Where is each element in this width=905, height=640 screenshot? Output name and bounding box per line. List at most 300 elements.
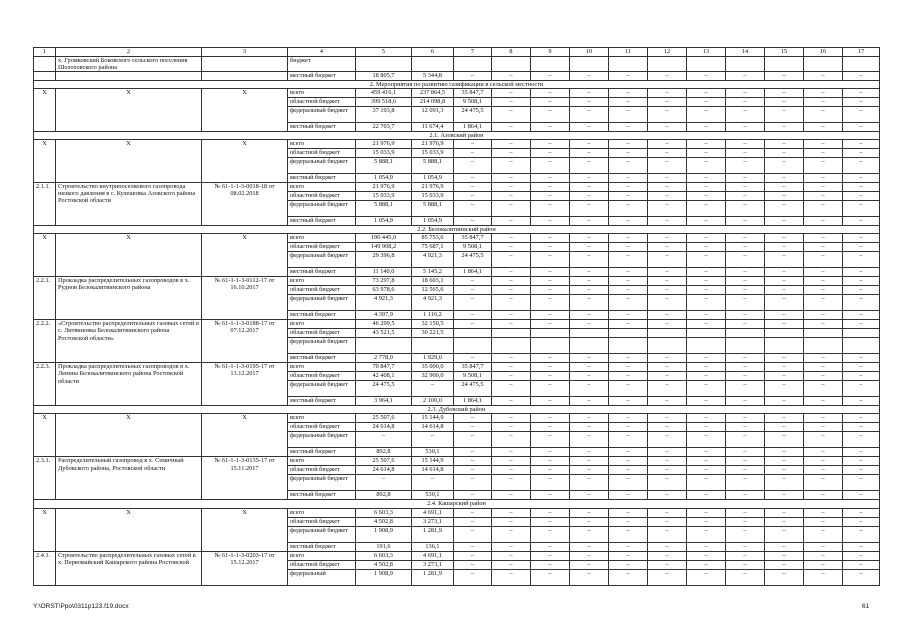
amount-cell: – (648, 542, 687, 551)
amount-cell: – (843, 97, 880, 106)
amount-cell: – (531, 140, 570, 149)
amount-cell: – (843, 149, 880, 158)
amount-cell (687, 338, 726, 354)
item-number: 2.3.1. (34, 457, 56, 500)
amount-cell: – (843, 542, 880, 551)
amount-cell: – (492, 243, 531, 252)
amount-cell: – (687, 397, 726, 406)
amount-cell: – (648, 466, 687, 475)
amount-cell: – (804, 542, 843, 551)
amount-cell: – (454, 311, 492, 320)
funding-source: федеральный бюджет (288, 338, 356, 354)
amount-cell: – (804, 88, 843, 97)
amount-cell: – (726, 192, 765, 201)
amount-cell: – (492, 491, 531, 500)
amount-cell: – (726, 268, 765, 277)
amount-cell: – (531, 381, 570, 397)
amount-cell: – (687, 526, 726, 542)
amount-cell: – (726, 363, 765, 372)
amount-cell: – (804, 381, 843, 397)
amount-cell (804, 329, 843, 338)
item-document: № 61-1-1-3-0112-17 от 16.10.2017 (202, 277, 288, 320)
amount-cell: 237 864,5 (412, 88, 454, 97)
amount-cell: – (570, 432, 609, 448)
amount-cell: – (804, 569, 843, 585)
amount-cell: – (726, 491, 765, 500)
amount-cell: – (454, 192, 492, 201)
amount-cell: – (687, 140, 726, 149)
amount-cell: – (531, 466, 570, 475)
amount-cell: – (765, 277, 804, 286)
amount-cell: 37 193,8 (356, 106, 412, 122)
amount-cell: 21 976,9 (356, 140, 412, 149)
table-cell: – (804, 72, 843, 80)
amount-cell: – (726, 243, 765, 252)
amount-cell (687, 329, 726, 338)
table-cell (843, 57, 880, 72)
amount-cell: – (765, 149, 804, 158)
funding-source: всего (288, 551, 356, 560)
amount-cell: – (454, 432, 492, 448)
amount-cell: – (687, 174, 726, 183)
amount-cell: – (804, 252, 843, 268)
amount-cell: – (765, 475, 804, 491)
funding-source: федеральный бюджет (288, 106, 356, 122)
table-cell: – (609, 72, 648, 80)
amount-cell: 14 614,8 (412, 466, 454, 475)
amount-cell: – (687, 217, 726, 226)
amount-cell: – (687, 286, 726, 295)
amount-cell: 136,1 (412, 542, 454, 551)
funding-source: всего (288, 363, 356, 372)
amount-cell: – (609, 140, 648, 149)
amount-cell: – (843, 174, 880, 183)
amount-cell: – (843, 466, 880, 475)
amount-cell: – (765, 192, 804, 201)
amount-cell: 73 297,8 (356, 277, 412, 286)
amount-cell: – (570, 149, 609, 158)
amount-cell: – (687, 192, 726, 201)
table-cell: – (765, 72, 804, 80)
amount-cell (648, 338, 687, 354)
amount-cell: – (843, 414, 880, 423)
amount-cell (454, 329, 492, 338)
amount-cell: – (804, 397, 843, 406)
table-cell (412, 57, 454, 72)
table-row (34, 363, 880, 372)
amount-cell: – (804, 372, 843, 381)
amount-cell: – (726, 97, 765, 106)
amount-cell: – (804, 122, 843, 131)
amount-cell: – (531, 88, 570, 97)
amount-cell: – (726, 381, 765, 397)
amount-cell (531, 338, 570, 354)
amount-cell: – (454, 183, 492, 192)
table-cell: – (726, 72, 765, 80)
amount-cell: – (492, 183, 531, 192)
amount-cell: – (726, 320, 765, 329)
amount-cell: – (804, 243, 843, 252)
amount-cell: – (570, 423, 609, 432)
table-cell (56, 72, 202, 80)
amount-cell: – (765, 174, 804, 183)
amount-cell: – (454, 526, 492, 542)
amount-cell: – (492, 286, 531, 295)
table-cell: – (454, 72, 492, 80)
amount-cell: – (648, 448, 687, 457)
amount-cell: – (804, 354, 843, 363)
item-name: Х (56, 414, 202, 457)
amount-cell: – (765, 560, 804, 569)
amount-cell: 1 281,9 (412, 569, 454, 585)
amount-cell: – (687, 295, 726, 311)
amount-cell: – (726, 183, 765, 192)
item-name: Прокладка распределительных газопроводов в х. Ленина Белокалитвинского района Ростовской области (56, 363, 202, 406)
amount-cell: – (570, 363, 609, 372)
table-row (34, 508, 880, 517)
amount-cell: – (609, 158, 648, 174)
amount-cell: – (531, 286, 570, 295)
amount-cell: – (356, 475, 412, 491)
amount-cell: – (804, 97, 843, 106)
amount-cell: – (531, 311, 570, 320)
amount-cell: 4 691,1 (412, 551, 454, 560)
amount-cell: – (454, 149, 492, 158)
funding-source: местный бюджет (288, 311, 356, 320)
amount-cell: 43 521,5 (356, 329, 412, 338)
amount-cell (492, 338, 531, 354)
amount-cell: 29 396,8 (356, 252, 412, 268)
amount-cell: – (609, 432, 648, 448)
amount-cell: – (454, 517, 492, 526)
amount-cell: – (492, 234, 531, 243)
amount-cell: – (492, 448, 531, 457)
column-number: 13 (687, 48, 726, 57)
amount-cell: – (765, 414, 804, 423)
item-number: 2.1.1. (34, 183, 56, 226)
amount-cell: – (454, 448, 492, 457)
amount-cell: – (804, 457, 843, 466)
amount-cell: – (492, 320, 531, 329)
amount-cell: 25 507,6 (356, 457, 412, 466)
amount-cell: – (531, 432, 570, 448)
amount-cell: – (843, 217, 880, 226)
table-cell (492, 57, 531, 72)
funding-source: местный бюджет (288, 217, 356, 226)
amount-cell: – (531, 354, 570, 363)
amount-cell: 1 908,9 (356, 526, 412, 542)
amount-cell: – (609, 517, 648, 526)
amount-cell: 1 864,1 (454, 397, 492, 406)
amount-cell: 1 116,2 (412, 311, 454, 320)
column-number: 10 (570, 48, 609, 57)
amount-cell: – (843, 277, 880, 286)
amount-cell: – (726, 475, 765, 491)
amount-cell: – (454, 201, 492, 217)
amount-cell: – (726, 217, 765, 226)
table-row (34, 72, 880, 80)
funding-source: всего (288, 183, 356, 192)
amount-cell (765, 329, 804, 338)
amount-cell: – (804, 423, 843, 432)
amount-cell: – (843, 354, 880, 363)
amount-cell: – (454, 551, 492, 560)
amount-cell: – (570, 122, 609, 131)
amount-cell: – (726, 122, 765, 131)
item-name: «Строительство распределительных газовых сетей в с. Литвиновка Белокалитвинского района Ростовской области» (56, 320, 202, 363)
funding-source: областной бюджет (288, 243, 356, 252)
amount-cell: – (726, 508, 765, 517)
amount-cell: 15 033,9 (356, 149, 412, 158)
amount-cell: – (726, 286, 765, 295)
table-cell (726, 57, 765, 72)
item-document: № 61-1-1-3-0188-17 от 07.12.2017 (202, 320, 288, 363)
table-cell: – (531, 72, 570, 80)
amount-cell: – (570, 106, 609, 122)
amount-cell: – (570, 560, 609, 569)
amount-cell: 46 299,5 (356, 320, 412, 329)
amount-cell: – (570, 286, 609, 295)
amount-cell: – (648, 252, 687, 268)
amount-cell: – (492, 457, 531, 466)
amount-cell: – (687, 122, 726, 131)
amount-cell: 12 565,6 (412, 286, 454, 295)
amount-cell: – (492, 201, 531, 217)
amount-cell: – (454, 542, 492, 551)
amount-cell: 1 054,9 (356, 174, 412, 183)
amount-cell: – (687, 457, 726, 466)
amount-cell: – (843, 252, 880, 268)
amount-cell: – (804, 277, 843, 286)
section-heading-row (34, 500, 880, 508)
amount-cell (412, 338, 454, 354)
amount-cell: – (804, 551, 843, 560)
item-name: Строительство внутрипоселкового газопровода низкого давления в с. Кулешовка Азовского района Ростовской области (56, 183, 202, 226)
amount-cell: – (687, 466, 726, 475)
amount-cell: – (570, 491, 609, 500)
amount-cell: 32 150,5 (412, 320, 454, 329)
amount-cell: – (843, 560, 880, 569)
amount-cell: – (765, 320, 804, 329)
amount-cell: – (726, 106, 765, 122)
amount-cell: – (648, 363, 687, 372)
amount-cell: – (843, 508, 880, 517)
table-cell: 18 805,7 (356, 72, 412, 80)
amount-cell: – (609, 414, 648, 423)
amount-cell: – (492, 517, 531, 526)
amount-cell: – (492, 311, 531, 320)
amount-cell: – (843, 106, 880, 122)
amount-cell: – (609, 183, 648, 192)
amount-cell: – (609, 252, 648, 268)
amount-cell: – (804, 363, 843, 372)
amount-cell: – (531, 174, 570, 183)
amount-cell: – (765, 252, 804, 268)
amount-cell: – (609, 363, 648, 372)
amount-cell: – (454, 560, 492, 569)
amount-cell: – (843, 457, 880, 466)
amount-cell: – (609, 475, 648, 491)
amount-cell: – (609, 508, 648, 517)
amount-cell: – (843, 551, 880, 560)
amount-cell: – (765, 234, 804, 243)
amount-cell: – (804, 448, 843, 457)
amount-cell: – (843, 381, 880, 397)
amount-cell: – (687, 448, 726, 457)
table-cell: – (570, 72, 609, 80)
amount-cell: – (648, 311, 687, 320)
amount-cell: 24 475,5 (454, 252, 492, 268)
amount-cell: 1 864,1 (454, 268, 492, 277)
amount-cell (570, 329, 609, 338)
amount-cell: – (765, 397, 804, 406)
amount-cell: – (609, 217, 648, 226)
amount-cell: – (492, 542, 531, 551)
amount-cell: – (765, 88, 804, 97)
amount-cell: – (570, 201, 609, 217)
funding-source: федеральный бюджет (288, 432, 356, 448)
amount-cell: – (531, 508, 570, 517)
item-name: Строительство распределительных газовых сетей в х. Первомайский Кашарского района Ростовской (56, 551, 202, 585)
amount-cell: – (609, 448, 648, 457)
amount-cell: 15 033,9 (412, 192, 454, 201)
table-cell: местный бюджет (288, 72, 356, 80)
amount-cell: – (609, 286, 648, 295)
amount-cell: – (492, 560, 531, 569)
amount-cell: – (531, 397, 570, 406)
amount-cell: – (648, 457, 687, 466)
amount-cell: – (804, 491, 843, 500)
amount-cell: – (531, 183, 570, 192)
item-number: 2.2.1. (34, 277, 56, 320)
amount-cell: – (726, 423, 765, 432)
amount-cell: – (648, 286, 687, 295)
amount-cell: 21 976,9 (412, 140, 454, 149)
table-cell (202, 57, 288, 72)
funding-source: всего (288, 414, 356, 423)
amount-cell: – (492, 423, 531, 432)
amount-cell: – (531, 149, 570, 158)
item-document: № 61-1-1-3-0195-17 от 13.12.2017 (202, 363, 288, 406)
amount-cell: – (648, 183, 687, 192)
amount-cell: – (765, 372, 804, 381)
amount-cell: – (687, 201, 726, 217)
amount-cell: – (570, 252, 609, 268)
amount-cell: – (726, 158, 765, 174)
amount-cell: – (648, 277, 687, 286)
amount-cell (843, 338, 880, 354)
amount-cell: – (687, 158, 726, 174)
amount-cell: – (843, 397, 880, 406)
amount-cell: – (609, 201, 648, 217)
amount-cell: – (687, 569, 726, 585)
amount-cell: – (609, 560, 648, 569)
amount-cell: 3 273,1 (412, 560, 454, 569)
amount-cell: 530,1 (412, 491, 454, 500)
amount-cell: – (570, 88, 609, 97)
funding-source: областной бюджет (288, 329, 356, 338)
amount-cell: – (492, 268, 531, 277)
funding-source: федеральный бюджет (288, 201, 356, 217)
amount-cell: – (648, 97, 687, 106)
funding-source: местный бюджет (288, 491, 356, 500)
section-heading: 2.3. Дубовский район (34, 406, 880, 414)
amount-cell: – (687, 97, 726, 106)
amount-cell: – (843, 234, 880, 243)
amount-cell: – (765, 286, 804, 295)
amount-cell: – (492, 217, 531, 226)
amount-cell: 24 475,5 (454, 381, 492, 397)
amount-cell: – (843, 491, 880, 500)
amount-cell: – (570, 414, 609, 423)
item-document: № 61-1-1-3-0203-17 от 15.12.2017 (202, 551, 288, 585)
amount-cell: – (454, 466, 492, 475)
funding-source: местный бюджет (288, 448, 356, 457)
amount-cell: – (765, 551, 804, 560)
amount-cell: – (804, 414, 843, 423)
amount-cell: 9 508,1 (454, 97, 492, 106)
amount-cell: – (648, 397, 687, 406)
funding-source: федеральный бюджет (288, 381, 356, 397)
amount-cell: – (726, 234, 765, 243)
table-row (34, 320, 880, 329)
amount-cell: – (726, 569, 765, 585)
amount-cell: – (687, 354, 726, 363)
amount-cell: – (492, 432, 531, 448)
funding-source: всего (288, 457, 356, 466)
table-cell (34, 57, 56, 72)
amount-cell: – (687, 551, 726, 560)
item-document: № 61-1-1-3-0135-17 от 15.11.2017 (202, 457, 288, 500)
amount-cell: – (804, 286, 843, 295)
funding-source: областной бюджет (288, 286, 356, 295)
amount-cell: – (648, 174, 687, 183)
table-cell: – (687, 72, 726, 80)
amount-cell: – (570, 217, 609, 226)
amount-cell: 24 614,8 (356, 466, 412, 475)
table-cell (804, 57, 843, 72)
amount-cell: – (843, 295, 880, 311)
amount-cell: – (804, 526, 843, 542)
funding-source: местный бюджет (288, 354, 356, 363)
amount-cell: – (609, 397, 648, 406)
amount-cell: – (804, 234, 843, 243)
funding-source: областной бюджет (288, 466, 356, 475)
amount-cell: – (687, 508, 726, 517)
funding-source: федеральный бюджет (288, 526, 356, 542)
amount-cell: – (570, 183, 609, 192)
amount-cell: – (648, 508, 687, 517)
amount-cell: – (765, 517, 804, 526)
amount-cell: – (609, 149, 648, 158)
amount-cell: – (843, 311, 880, 320)
amount-cell: – (492, 381, 531, 397)
amount-cell: 149 908,2 (356, 243, 412, 252)
amount-cell: 35 847,7 (454, 234, 492, 243)
table-cell: – (648, 72, 687, 80)
amount-cell: – (531, 423, 570, 432)
section-heading: 2. Мероприятия по развитию газификации в сельской местности (34, 80, 880, 88)
amount-cell: – (843, 363, 880, 372)
amount-cell: – (609, 122, 648, 131)
amount-cell (804, 338, 843, 354)
amount-cell (356, 338, 412, 354)
section-heading-row (34, 406, 880, 414)
amount-cell: – (492, 122, 531, 131)
column-number: 15 (765, 48, 804, 57)
table-cell: – (843, 72, 880, 80)
amount-cell: – (648, 295, 687, 311)
